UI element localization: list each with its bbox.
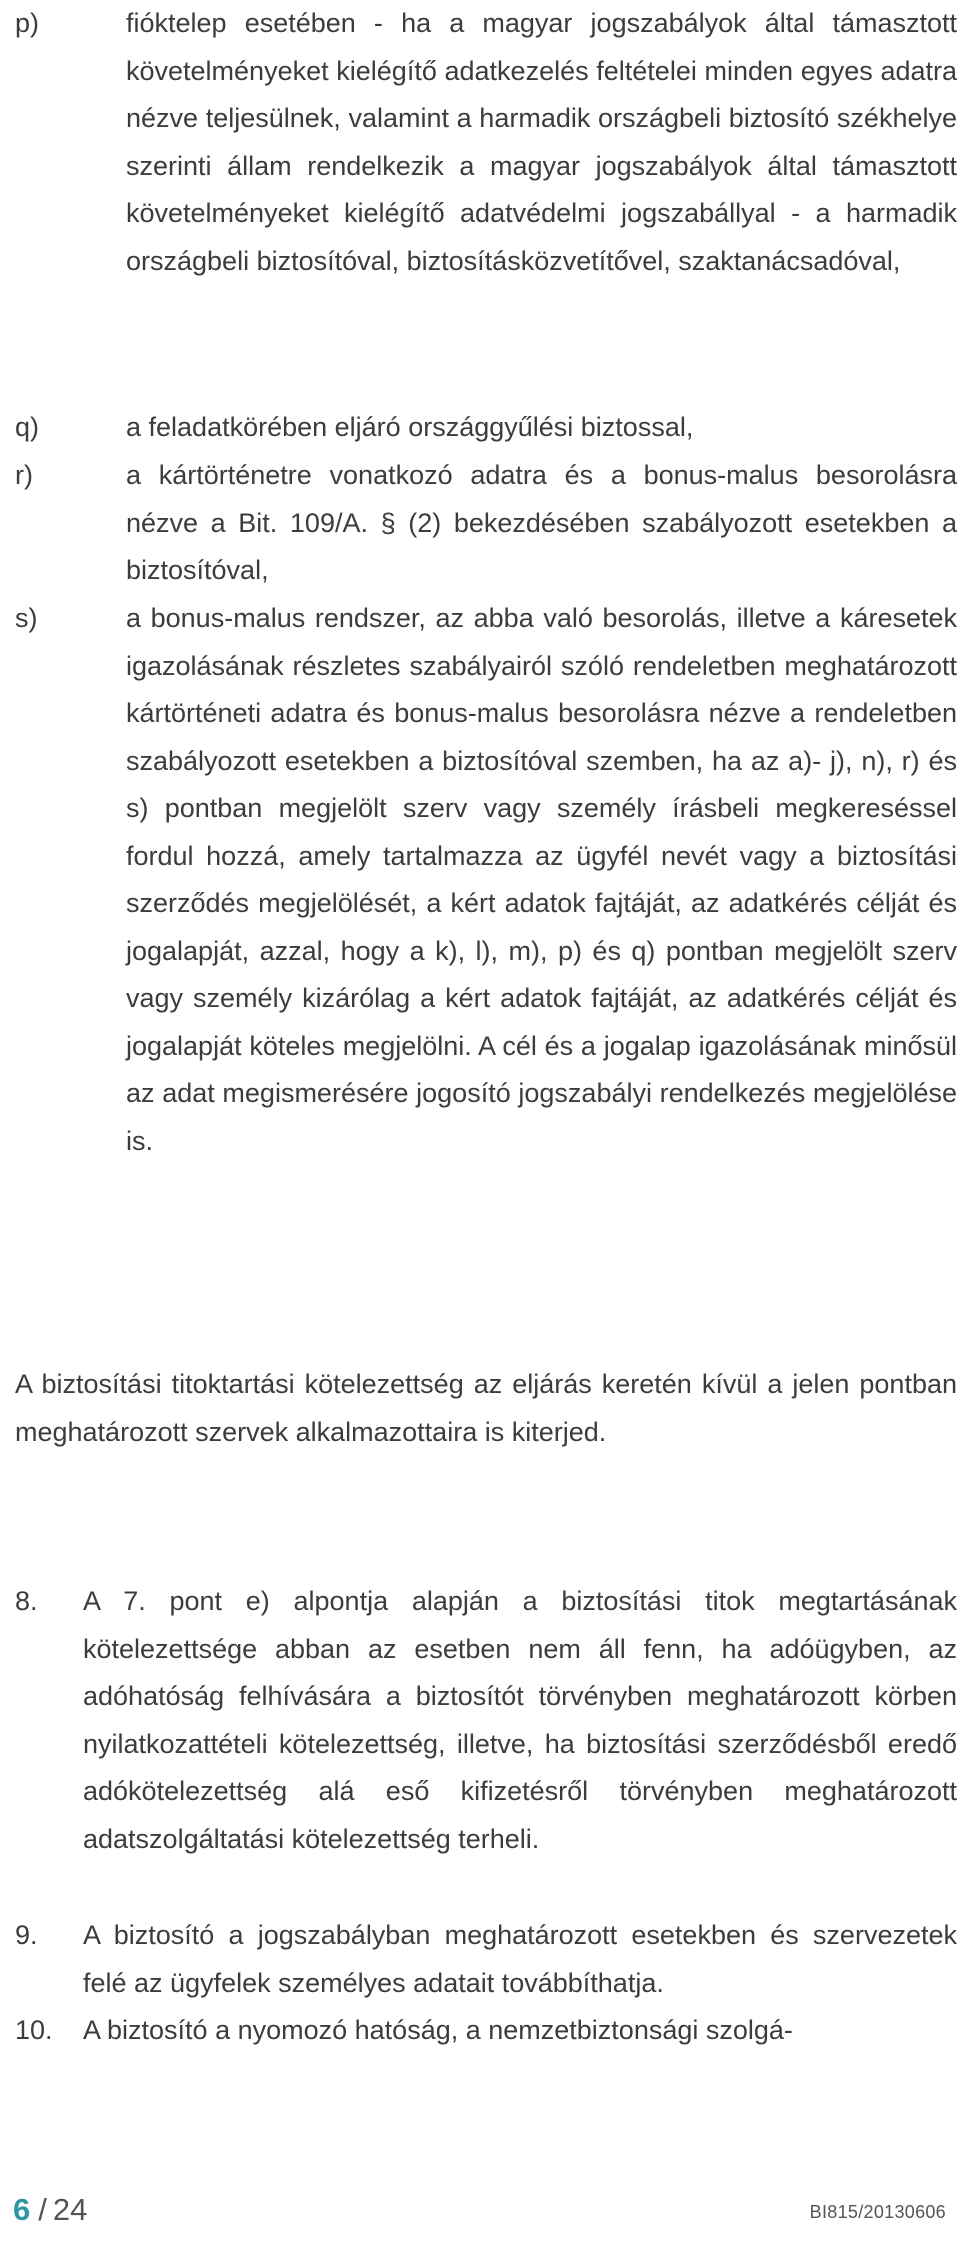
numbered-item-text: A 7. pont e) alpontja alapján a biztosítási titok megtartásának kötelezettsége abban az esetben nem áll fenn, ha adóügyben, az adóhatóság felhívására a biztosítót törvényben meghatározott körben nyilatkozattételi kötelezettség, illetve, ha biztosítási szerződésből eredő adókötelezettség alá eső kifizetésről törvényben meghatározott adatszolgáltatási kötelezettség terheli.	[83, 1586, 957, 1854]
list-item-text: a feladatkörében eljáró országgyűlési biztossal,	[126, 412, 694, 442]
list-item-s	[15, 595, 957, 1165]
list-item-label: s)	[15, 603, 38, 633]
current-page: 6	[13, 2192, 31, 2227]
numbered-item-8	[15, 1578, 957, 1863]
numbered-item-label: 10.	[15, 2015, 53, 2045]
numbered-item-9	[15, 1912, 957, 2007]
list-item-text: fióktelep esetében - ha a magyar jogszabályok által támasztott követelményeket kielégítő adatkezelés feltételei minden egyes adatra nézve teljesülnek, valamint a harmadik országbeli biztosító székhelye szerinti állam rendelkezik a magyar jogszabályok által támasztott követelményeket kielégítő adatvédelmi jogszabállyal - a harmadik országbeli biztosítóval, biztosításközvetítővel, szaktanácsadóval,	[126, 8, 957, 276]
numbered-item-label: 8.	[15, 1586, 38, 1616]
list-item-p	[15, 0, 957, 285]
numbered-item-label: 9.	[15, 1920, 38, 1950]
list-item-label: q)	[15, 412, 40, 442]
confidentiality-paragraph: A biztosítási titoktartási kötelezettség az eljárás keretén kívül a jelen pontban meghatározott szervek alkalmazottaira is kiterjed.	[15, 1369, 957, 1447]
list-item-text: a kártörténetre vonatkozó adatra és a bonus-malus besorolásra nézve a Bit. 109/A. § (2) bekezdésében szabályozott esetekben a biztosítóval,	[126, 460, 957, 585]
list-item-label: r)	[15, 460, 33, 490]
page-separator: /	[38, 2192, 47, 2227]
list-item-text: a bonus-malus rendszer, az abba való besorolás, illetve a káresetek igazolásának részletes szabályairól szóló rendeletben meghatározott kártörténeti adatra és bonus-malus besorolásra nézve a rendeletben szabályozott esetekben a biztosítóval szemben, ha az a)- j), n), r) és s) pontban megjelölt szerv vagy személy írásbeli megkereséssel fordul hozzá, amely tartalmazza az ügyfél nevét vagy a biztosítási szerződés megjelölését, a kért adatok fajtáját, az adatkérés célját és jogalapját, azzal, hogy a k), l), m), p) és q) pontban megjelölt szerv vagy személy kizárólag a kért adatok fajtáját, az adatkérés célját és jogalapját köteles megjelölni. A cél és a jogalap igazolásának minősül az adat megismerésére jogosító jogszabályi rendelkezés megjelölése is.	[126, 603, 957, 1156]
numbered-item-text: A biztosító a nyomozó hatóság, a nemzetbiztonsági szolgá-	[83, 2015, 793, 2045]
numbered-item-text: A biztosító a jogszabályban meghatározott esetekben és szervezetek felé az ügyfelek személyes adatait továbbíthatja.	[83, 1920, 957, 1998]
page-footer	[0, 2192, 960, 2232]
numbered-item-10	[15, 2007, 957, 2055]
list-item-q	[15, 404, 957, 452]
total-pages: 24	[52, 2192, 88, 2227]
document-id: BI815/20130606	[809, 2202, 946, 2222]
list-item-label: p)	[15, 8, 40, 38]
list-item-r	[15, 452, 957, 595]
page-number	[13, 2192, 87, 2228]
